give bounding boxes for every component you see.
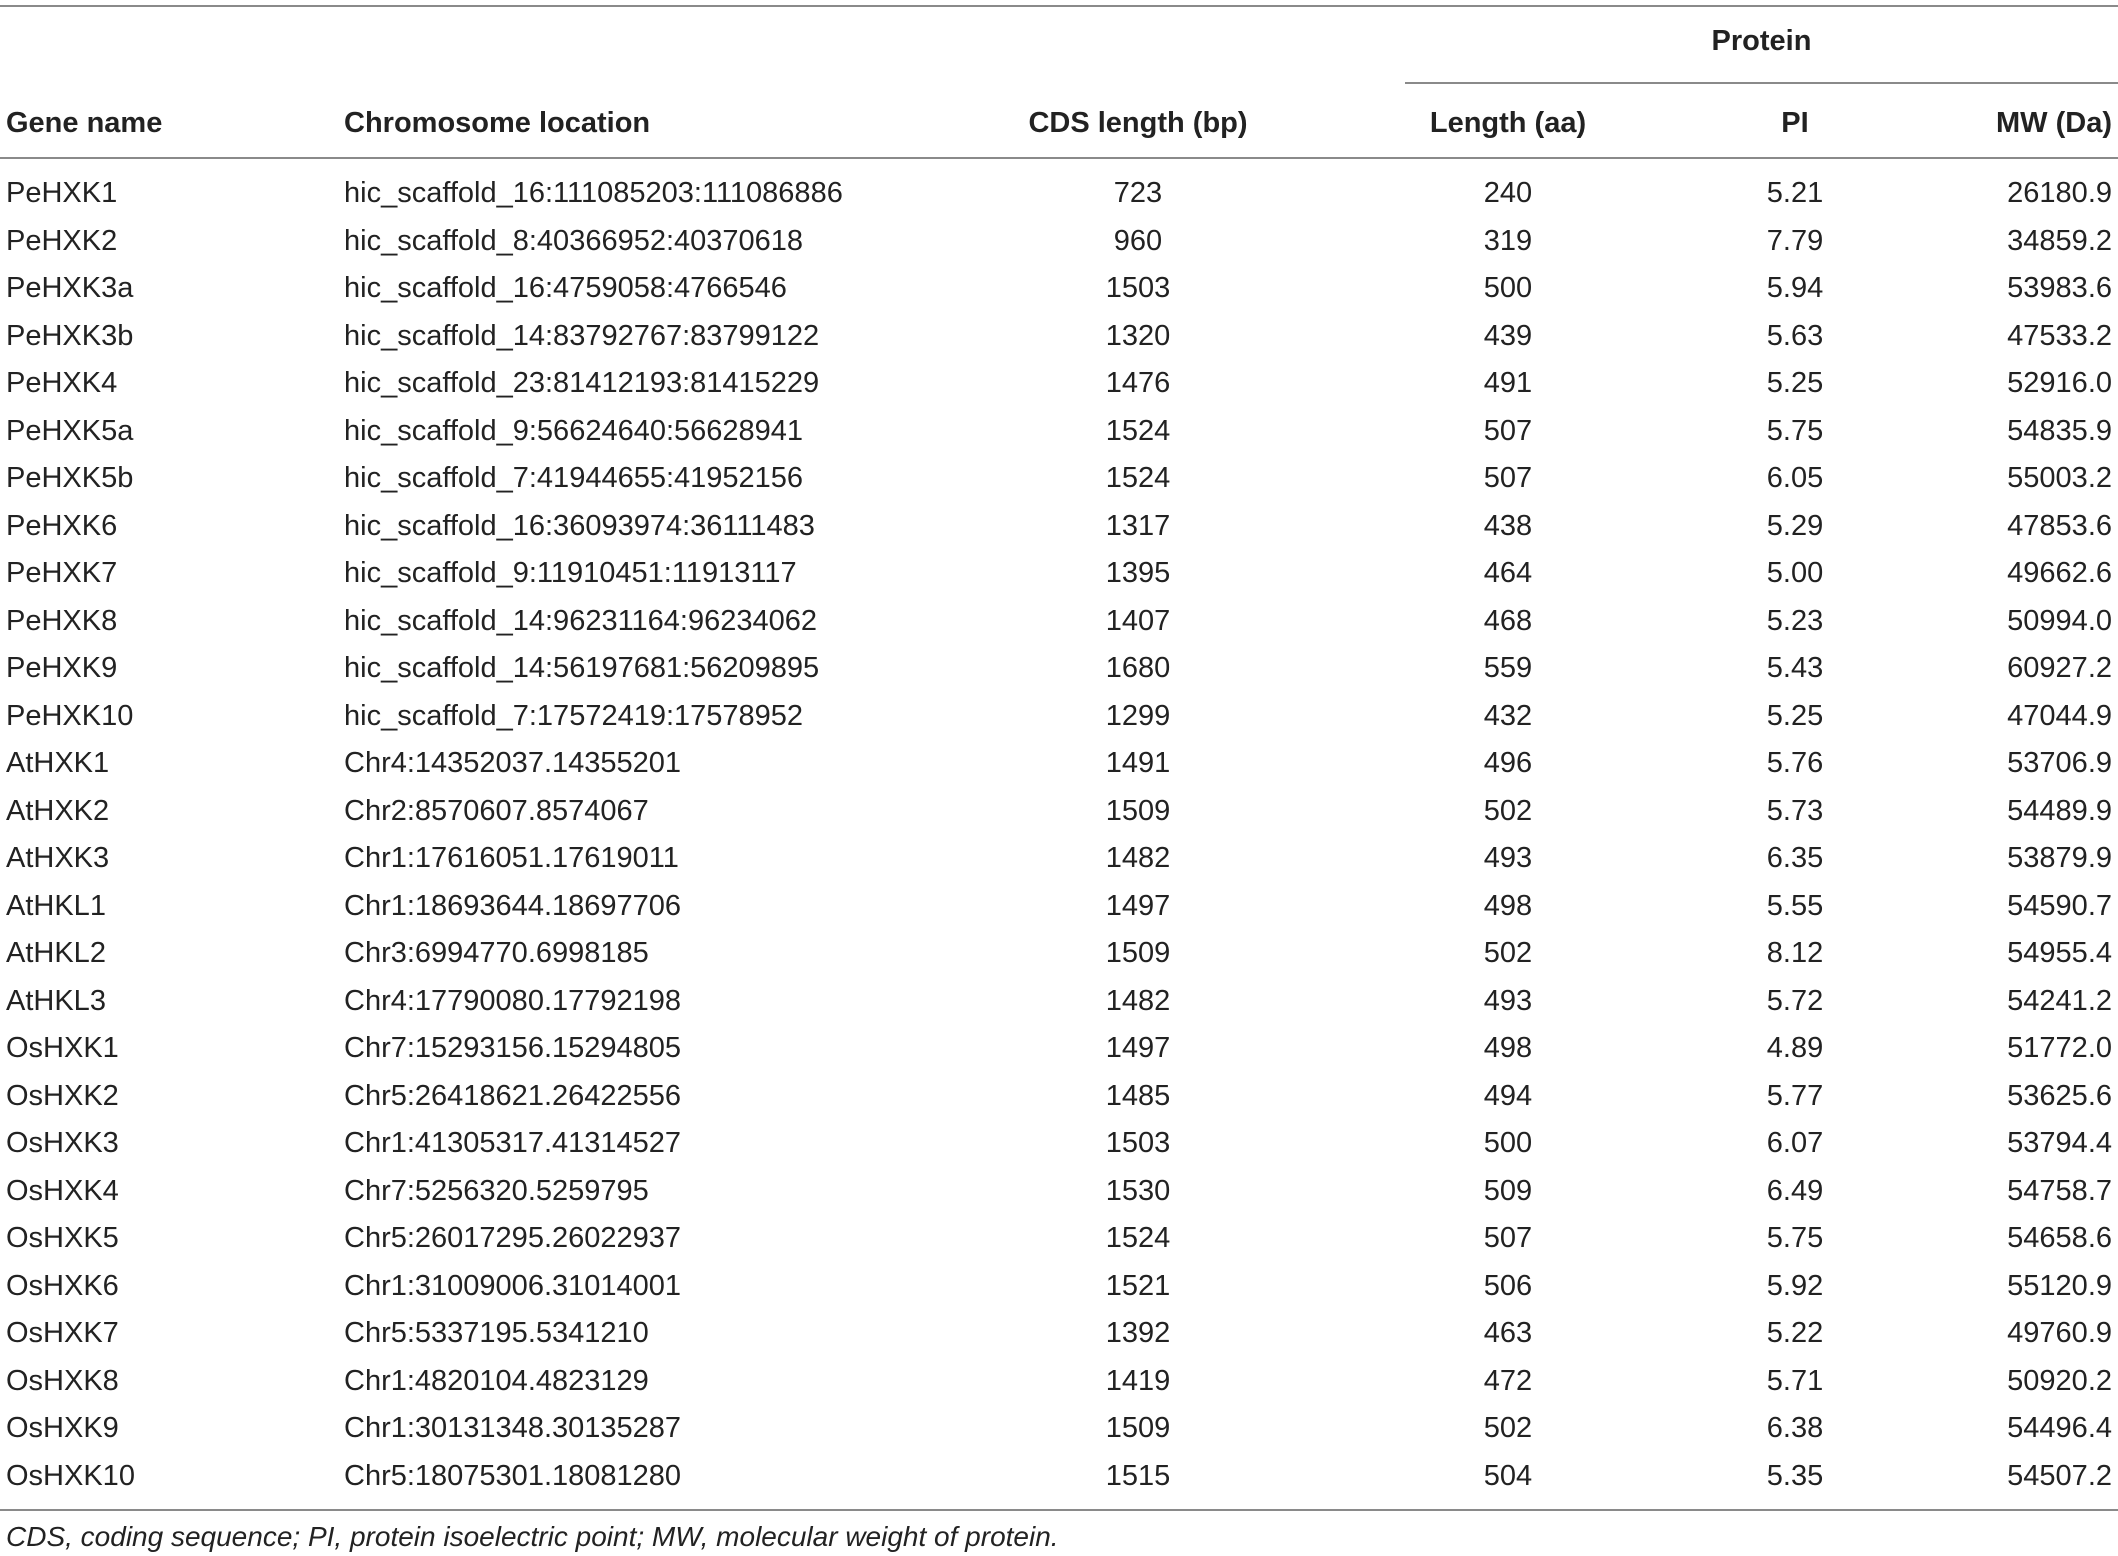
cell-cds-length: 1491: [1105, 747, 1171, 779]
table-row: [0, 740, 2118, 788]
cell-cds-length: 1482: [1105, 842, 1171, 874]
table-row: [0, 1358, 2118, 1406]
table-row: [0, 693, 2118, 741]
cell-pi: 6.05: [1766, 462, 1824, 494]
table-row: [0, 1073, 2118, 1121]
cell-gene-name: PeHXK5b: [6, 462, 134, 494]
cell-cds-length: 1503: [1105, 1127, 1171, 1159]
cell-gene-name: PeHXK8: [6, 604, 118, 637]
cell-pi: 5.29: [1766, 509, 1824, 542]
cell-protein-length: 439: [1483, 319, 1533, 352]
cell-chromosome-location: Chr5:18075301.18081280: [344, 1459, 682, 1492]
header-rule: [0, 157, 2118, 159]
cell-cds-length: 1509: [1105, 794, 1171, 827]
cell-gene-name: PeHXK4: [6, 367, 118, 399]
cell-cds-length: 1482: [1105, 984, 1171, 1017]
cell-gene-name: PeHXK5a: [6, 414, 134, 447]
cell-protein-length: 319: [1483, 224, 1533, 257]
cell-mw: 47533.2: [2007, 319, 2112, 352]
cell-gene-name: OsHXK7: [6, 1317, 119, 1349]
cell-mw: 55003.2: [2007, 462, 2112, 494]
cell-chromosome-location: hic_scaffold_16:36093974:36111483: [344, 509, 815, 542]
header-mw: MW (Da): [1996, 107, 2112, 139]
cell-cds-length: 1515: [1105, 1459, 1171, 1492]
table-row: [0, 455, 2118, 503]
cell-chromosome-location: Chr5:5337195.5341210: [344, 1317, 649, 1349]
cell-cds-length: 1530: [1105, 1174, 1171, 1207]
cell-protein-length: 559: [1483, 652, 1533, 684]
cell-cds-length: 1497: [1105, 1032, 1171, 1064]
cell-chromosome-location: Chr7:5256320.5259795: [344, 1174, 649, 1207]
cell-gene-name: AtHXK2: [6, 794, 110, 827]
cell-mw: 52916.0: [2007, 367, 2112, 399]
cell-chromosome-location: hic_scaffold_14:56197681:56209895: [344, 652, 820, 684]
cell-pi: 5.75: [1766, 1222, 1824, 1254]
cell-mw: 49760.9: [2007, 1317, 2112, 1349]
cell-cds-length: 1524: [1105, 414, 1171, 447]
cell-protein-length: 464: [1483, 557, 1533, 589]
cell-pi: 7.79: [1766, 224, 1824, 257]
cell-chromosome-location: Chr1:18693644.18697706: [344, 889, 682, 922]
cell-protein-length: 498: [1483, 889, 1533, 922]
header-protein-length: Length (aa): [1429, 107, 1587, 139]
cell-chromosome-location: hic_scaffold_9:56624640:56628941: [344, 414, 804, 447]
cell-cds-length: 1419: [1105, 1364, 1171, 1397]
table-row: [0, 883, 2118, 931]
cell-pi: 8.12: [1766, 937, 1824, 969]
table-row: [0, 788, 2118, 836]
header-gene-name: Gene name: [6, 107, 163, 139]
cell-mw: 54507.2: [2007, 1459, 2112, 1492]
header-pi: PI: [1781, 107, 1809, 139]
cell-pi: 6.49: [1766, 1174, 1824, 1207]
cell-gene-name: PeHXK10: [6, 699, 134, 732]
cell-mw: 50994.0: [2007, 604, 2112, 637]
cell-mw: 51772.0: [2007, 1032, 2112, 1064]
cell-gene-name: AtHXK3: [6, 842, 110, 874]
cell-pi: 5.25: [1766, 367, 1824, 399]
cell-gene-name: PeHXK6: [6, 509, 118, 542]
cell-gene-name: AtHXK1: [6, 747, 110, 779]
cell-mw: 47853.6: [2007, 509, 2112, 542]
cell-protein-length: 491: [1483, 367, 1533, 399]
cell-protein-length: 432: [1483, 699, 1533, 732]
cell-pi: 5.71: [1766, 1364, 1824, 1397]
cell-cds-length: 1509: [1105, 937, 1171, 969]
cell-protein-length: 494: [1483, 1079, 1533, 1112]
cell-pi: 5.73: [1766, 794, 1824, 827]
cell-chromosome-location: Chr1:4820104.4823129: [344, 1364, 649, 1397]
table-row: [0, 1215, 2118, 1263]
cell-cds-length: 1509: [1105, 1412, 1171, 1444]
table-row: [0, 265, 2118, 313]
table-row: [0, 1120, 2118, 1168]
header-cds-length: CDS length (bp): [1028, 107, 1248, 139]
cell-mw: 54590.7: [2007, 889, 2112, 922]
cell-protein-length: 498: [1483, 1032, 1533, 1064]
cell-protein-length: 507: [1483, 1222, 1533, 1254]
cell-protein-length: 468: [1483, 604, 1533, 637]
cell-mw: 47044.9: [2007, 699, 2112, 732]
cell-gene-name: PeHXK2: [6, 224, 118, 257]
cell-mw: 55120.9: [2007, 1269, 2112, 1302]
cell-chromosome-location: Chr5:26418621.26422556: [344, 1079, 682, 1112]
cell-gene-name: OsHXK10: [6, 1459, 135, 1492]
cell-pi: 6.07: [1766, 1127, 1824, 1159]
cell-protein-length: 493: [1483, 842, 1533, 874]
cell-mw: 53983.6: [2007, 272, 2112, 304]
cell-gene-name: OsHXK5: [6, 1222, 119, 1254]
table-row: [0, 408, 2118, 456]
cell-chromosome-location: Chr5:26017295.26022937: [344, 1222, 682, 1254]
table-row: [0, 1310, 2118, 1358]
top-rule: [0, 5, 2118, 7]
table-row: [0, 930, 2118, 978]
bottom-rule: [0, 1509, 2118, 1511]
cell-chromosome-location: Chr1:30131348.30135287: [344, 1412, 682, 1444]
cell-chromosome-location: Chr3:6994770.6998185: [344, 937, 649, 969]
protein-group-rule: [1405, 82, 2118, 84]
cell-cds-length: 1497: [1105, 889, 1171, 922]
table-row: [0, 1168, 2118, 1216]
cell-pi: 5.75: [1766, 414, 1824, 447]
cell-gene-name: PeHXK3a: [6, 272, 134, 304]
cell-chromosome-location: hic_scaffold_14:96231164:96234062: [344, 604, 818, 637]
table-row: [0, 1405, 2118, 1453]
table-row: [0, 360, 2118, 408]
cell-chromosome-location: hic_scaffold_9:11910451:11913117: [344, 557, 797, 589]
cell-chromosome-location: hic_scaffold_16:111085203:111086886: [344, 177, 843, 209]
cell-chromosome-location: Chr2:8570607.8574067: [344, 794, 649, 827]
cell-gene-name: OsHXK9: [6, 1412, 119, 1444]
cell-cds-length: 1407: [1105, 604, 1171, 637]
cell-protein-length: 493: [1483, 984, 1533, 1017]
table-body: [0, 170, 2118, 1500]
cell-pi: 5.76: [1766, 747, 1824, 779]
table-row: [0, 313, 2118, 361]
cell-cds-length: 1299: [1105, 699, 1171, 732]
cell-mw: 54489.9: [2007, 794, 2112, 827]
cell-cds-length: 1485: [1105, 1079, 1171, 1112]
cell-chromosome-location: hic_scaffold_8:40366952:40370618: [344, 224, 804, 257]
table-row: [0, 978, 2118, 1026]
cell-protein-length: 507: [1483, 462, 1533, 494]
cell-gene-name: OsHXK4: [6, 1174, 119, 1207]
cell-mw: 60927.2: [2007, 652, 2112, 684]
table-row: [0, 1025, 2118, 1073]
cell-gene-name: OsHXK3: [6, 1127, 119, 1159]
cell-cds-length: 1317: [1105, 509, 1171, 542]
cell-protein-length: 463: [1483, 1317, 1533, 1349]
cell-gene-name: OsHXK2: [6, 1079, 119, 1112]
header-chromosome-location: Chromosome location: [344, 107, 651, 139]
cell-mw: 53794.4: [2007, 1127, 2112, 1159]
cell-gene-name: PeHXK9: [6, 652, 118, 684]
cell-cds-length: 723: [1113, 177, 1163, 209]
cell-chromosome-location: Chr7:15293156.15294805: [344, 1032, 682, 1064]
cell-pi: 5.77: [1766, 1079, 1824, 1112]
cell-gene-name: PeHXK7: [6, 557, 118, 589]
table-row: [0, 503, 2118, 551]
cell-cds-length: 1320: [1105, 319, 1171, 352]
table-row: [0, 645, 2118, 693]
cell-protein-length: 507: [1483, 414, 1533, 447]
cell-protein-length: 504: [1483, 1459, 1533, 1492]
cell-chromosome-location: hic_scaffold_14:83792767:83799122: [344, 319, 820, 352]
cell-pi: 6.38: [1766, 1412, 1824, 1444]
cell-cds-length: 1521: [1105, 1269, 1171, 1302]
cell-mw: 54955.4: [2007, 937, 2112, 969]
table-footnote: CDS, coding sequence; PI, protein isoelectric point; MW, molecular weight of protein.: [6, 1521, 1059, 1552]
cell-pi: 5.43: [1766, 652, 1824, 684]
cell-pi: 5.94: [1766, 272, 1824, 304]
cell-protein-length: 496: [1483, 747, 1533, 779]
table-row: [0, 218, 2118, 266]
cell-mw: 34859.2: [2007, 224, 2112, 257]
cell-mw: 50920.2: [2007, 1364, 2112, 1397]
cell-gene-name: PeHXK1: [6, 177, 118, 209]
cell-protein-length: 502: [1483, 937, 1533, 969]
cell-gene-name: PeHXK3b: [6, 319, 134, 352]
cell-pi: 5.92: [1766, 1269, 1824, 1302]
cell-pi: 5.63: [1766, 319, 1824, 352]
table-row: [0, 1263, 2118, 1311]
cell-pi: 4.89: [1766, 1032, 1824, 1064]
cell-protein-length: 500: [1483, 272, 1533, 304]
cell-pi: 5.22: [1766, 1317, 1824, 1349]
cell-protein-length: 438: [1483, 509, 1533, 542]
cell-chromosome-location: Chr1:17616051.17619011: [344, 842, 679, 874]
cell-mw: 53706.9: [2007, 747, 2112, 779]
protein-group-header: Protein: [1711, 25, 1812, 57]
cell-chromosome-location: hic_scaffold_23:81412193:81415229: [344, 367, 820, 399]
cell-cds-length: 1524: [1105, 462, 1171, 494]
cell-mw: 49662.6: [2007, 557, 2112, 589]
cell-mw: 54835.9: [2007, 414, 2112, 447]
cell-protein-length: 502: [1483, 794, 1533, 827]
table-row: [0, 170, 2118, 218]
table-row: [0, 835, 2118, 883]
cell-cds-length: 960: [1113, 224, 1163, 257]
cell-cds-length: 1392: [1105, 1317, 1171, 1349]
cell-protein-length: 472: [1483, 1364, 1533, 1397]
cell-protein-length: 509: [1483, 1174, 1533, 1207]
cell-chromosome-location: hic_scaffold_7:41944655:41952156: [344, 462, 804, 494]
cell-cds-length: 1503: [1105, 272, 1171, 304]
cell-cds-length: 1395: [1105, 557, 1171, 589]
cell-chromosome-location: Chr1:41305317.41314527: [344, 1127, 682, 1159]
cell-chromosome-location: hic_scaffold_16:4759058:4766546: [344, 272, 787, 304]
cell-gene-name: AtHKL1: [6, 889, 106, 922]
cell-pi: 5.35: [1766, 1459, 1824, 1492]
table-row: [0, 550, 2118, 598]
cell-protein-length: 500: [1483, 1127, 1533, 1159]
cell-mw: 54241.2: [2007, 984, 2112, 1017]
cell-protein-length: 502: [1483, 1412, 1533, 1444]
cell-pi: 5.72: [1766, 984, 1824, 1017]
cell-pi: 5.21: [1766, 177, 1824, 209]
cell-pi: 5.00: [1766, 557, 1824, 589]
cell-chromosome-location: Chr4:17790080.17792198: [344, 984, 682, 1017]
cell-mw: 54658.6: [2007, 1222, 2112, 1254]
cell-chromosome-location: Chr1:31009006.31014001: [344, 1269, 682, 1302]
cell-cds-length: 1680: [1105, 652, 1171, 684]
cell-pi: 6.35: [1766, 842, 1824, 874]
cell-mw: 54496.4: [2007, 1412, 2112, 1444]
cell-gene-name: AtHKL3: [6, 984, 106, 1017]
cell-chromosome-location: Chr4:14352037.14355201: [344, 747, 682, 779]
cell-mw: 53625.6: [2007, 1079, 2112, 1112]
cell-mw: 54758.7: [2007, 1174, 2112, 1207]
cell-pi: 5.23: [1766, 604, 1824, 637]
table-row: [0, 1453, 2118, 1501]
cell-gene-name: OsHXK8: [6, 1364, 119, 1397]
cell-cds-length: 1476: [1105, 367, 1171, 399]
cell-protein-length: 240: [1483, 177, 1533, 209]
cell-mw: 53879.9: [2007, 842, 2112, 874]
cell-cds-length: 1524: [1105, 1222, 1171, 1254]
cell-mw: 26180.9: [2007, 177, 2112, 209]
cell-protein-length: 506: [1483, 1269, 1533, 1302]
cell-gene-name: AtHKL2: [6, 937, 106, 969]
cell-pi: 5.55: [1766, 889, 1824, 922]
cell-pi: 5.25: [1766, 699, 1824, 732]
table-row: [0, 598, 2118, 646]
cell-chromosome-location: hic_scaffold_7:17572419:17578952: [344, 699, 804, 732]
cell-gene-name: OsHXK6: [6, 1269, 119, 1302]
cell-gene-name: OsHXK1: [6, 1032, 119, 1064]
